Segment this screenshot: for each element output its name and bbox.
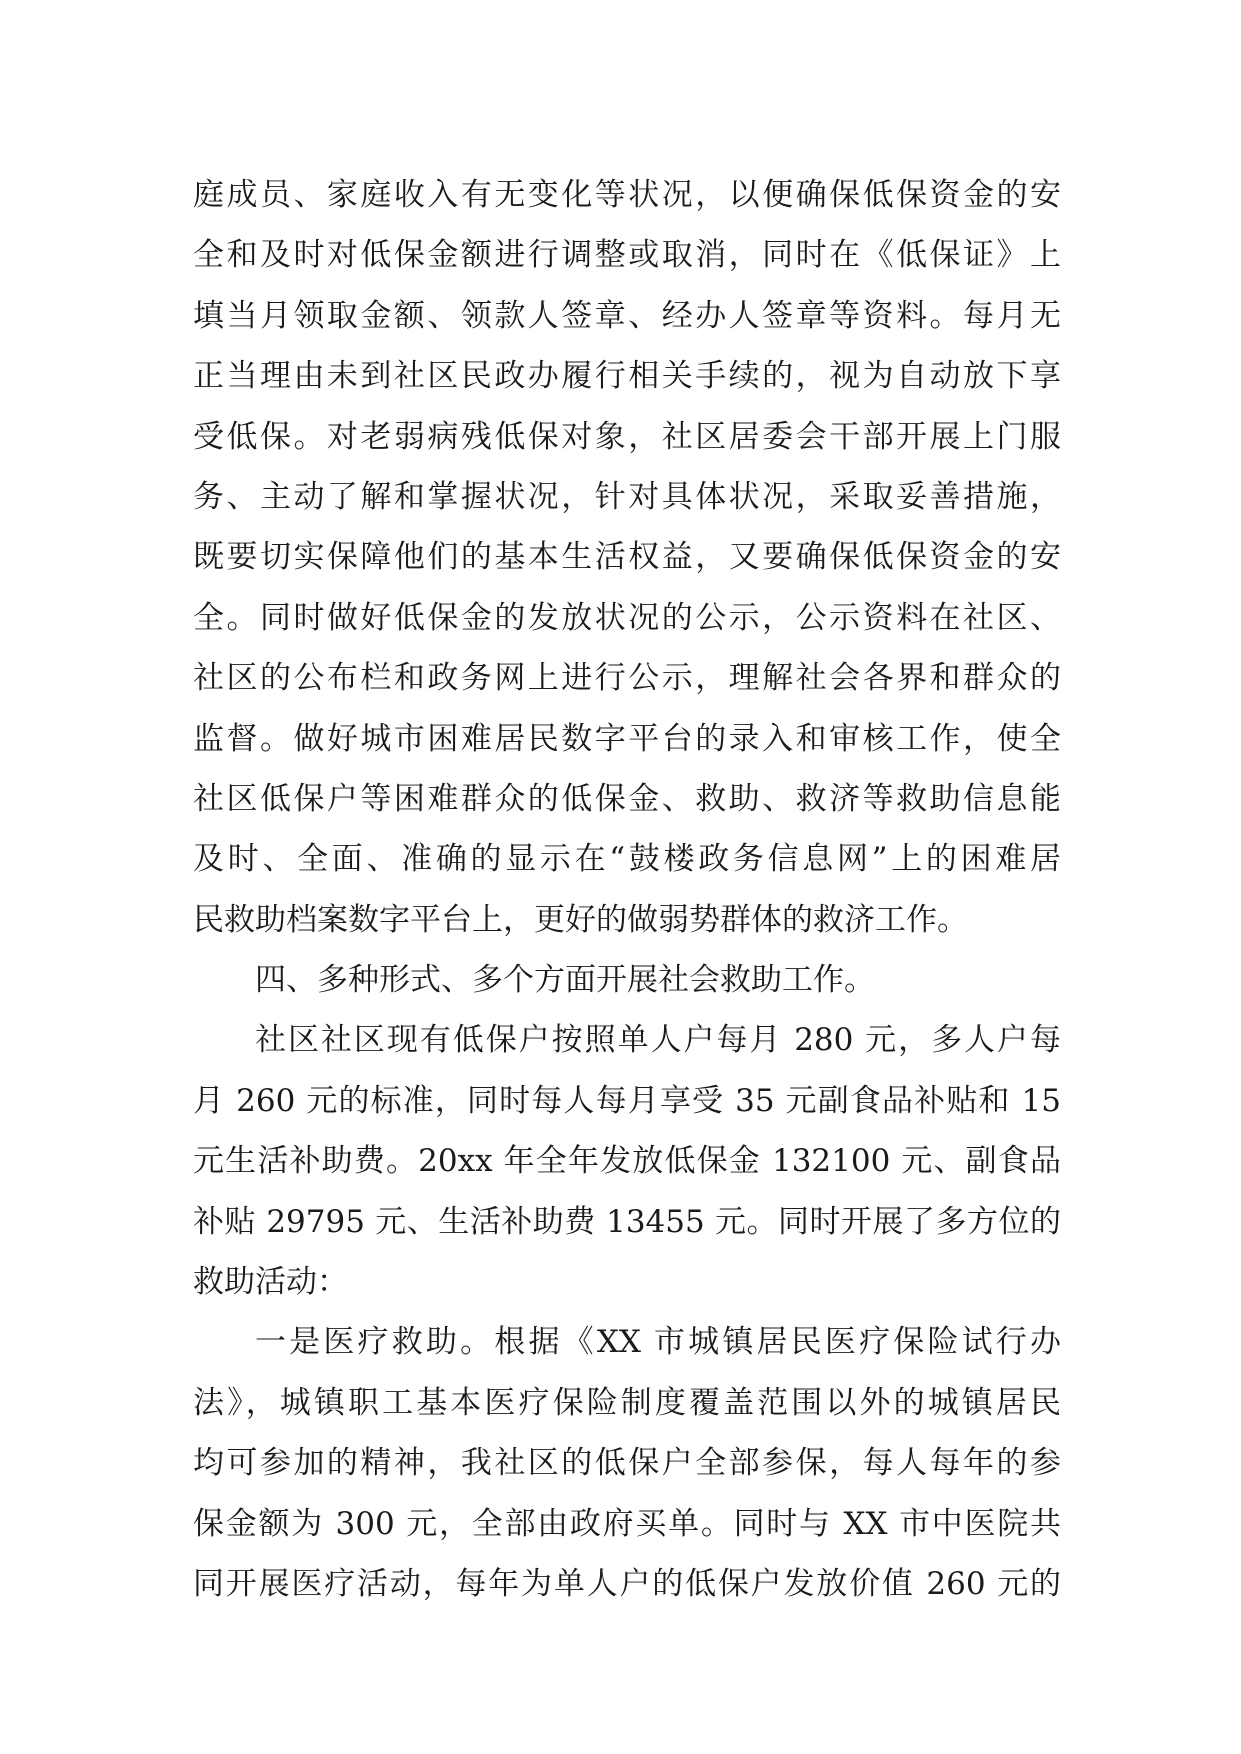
text-line: 社区社区现有低保户按照单人户每月 280 元，多人户每 [255,1022,1061,1059]
text-line: 及时、全面、准确的显示在“鼓楼政务信息网”上的困难居 [193,841,1061,878]
text-line: 社区低保户等困难群众的低保金、救助、救济等救助信息能 [193,780,1061,817]
text-line: 补贴 29795 元、生活补助费 13455 元。同时开展了多方位的 [193,1203,1061,1240]
text-line: 救助活动： [193,1264,348,1301]
text-line: 既要切实保障他们的基本生活权益，又要确保低保资金的安 [193,539,1061,576]
text-line: 庭成员、家庭收入有无变化等状况，以便确保低保资金的安 [193,177,1061,213]
text-line: 保金额为 300 元，全部由政府买单。同时与 XX 市中医院共 [193,1505,1061,1542]
document-body [193,165,1061,1614]
text-line: 民救助档案数字平台上，更好的做弱势群体的救济工作。 [193,901,968,938]
text-line: 元生活补助费。20xx 年全年发放低保金 132100 元、副食品 [193,1143,1061,1180]
text-line: 一是医疗救助。根据《XX 市城镇居民医疗保险试行办 [255,1324,1061,1361]
text-line: 社区的公布栏和政务网上进行公示，理解社会各界和群众的 [193,660,1061,697]
text-line: 受低保。对老弱病残低保对象，社区居委会干部开展上门服 [193,418,1061,455]
section-heading: 四、多种形式、多个方面开展社会救助工作。 [255,962,875,999]
text-line: 月 260 元的标准，同时每人每月享受 35 元副食品补贴和 15 [193,1082,1061,1119]
text-line: 填当月领取金额、领款人签章、经办人签章等资料。每月无 [193,297,1061,334]
text-line: 监督。做好城市困难居民数字平台的录入和审核工作，使全 [193,720,1061,757]
text-line: 全和及时对低保金额进行调整或取消，同时在《低保证》上 [193,237,1061,274]
text-line: 务、主动了解和掌握状况，针对具体状况，采取妥善措施， [193,478,1061,515]
text-line: 均可参加的精神，我社区的低保户全部参保，每人每年的参 [193,1445,1061,1482]
text-line: 同开展医疗活动，每年为单人户的低保户发放价值 260 元的 [193,1565,1061,1602]
text-line: 法》，城镇职工基本医疗保险制度覆盖范围以外的城镇居民 [193,1384,1061,1421]
text-line: 正当理由未到社区民政办履行相关手续的，视为自动放下享 [193,358,1061,395]
text-line: 全。同时做好低保金的发放状况的公示，公示资料在社区、 [193,599,1061,636]
